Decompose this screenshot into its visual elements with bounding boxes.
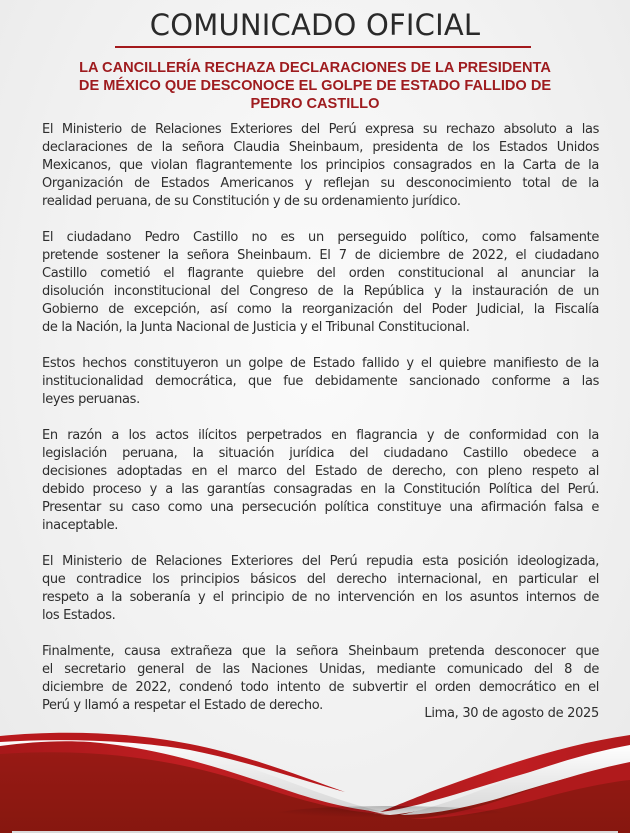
peru-flag-ribbon-decoration	[0, 720, 630, 833]
headline-line: DE MÉXICO QUE DESCONOCE EL GOLPE DE ESTADO FALLIDO DE	[78, 78, 552, 94]
text-line: En razón a los actos ilícitos perpetrados en flagrancia y de conformidad con la	[42, 428, 599, 443]
title-divider	[115, 46, 531, 48]
text-line: realidad peruana, de su Constitución y de su ordenamiento jurídico.	[42, 194, 461, 209]
paragraph-2	[42, 229, 599, 337]
text-line: Gobierno de excepción, así como la reorganización del Poder Judicial, la Fiscalía	[42, 302, 599, 317]
text-line: Estos hechos constituyeron un golpe de Estado fallido y el quiebre manifiesto de la	[42, 356, 599, 371]
text-line: los Estados.	[42, 608, 116, 623]
dateline: Lima, 30 de agosto de 2025	[424, 706, 599, 721]
document-title: COMUNICADO OFICIAL	[149, 8, 481, 42]
paragraph-3	[42, 355, 599, 409]
text-line: declaraciones de la señora Claudia Sheinbaum, presidenta de los Estados Unidos	[42, 140, 599, 155]
paragraph-1	[42, 121, 599, 211]
text-line: El Ministerio de Relaciones Exteriores del Perú expresa su rechazo absoluto a las	[42, 122, 599, 137]
text-line: de la Nación, la Junta Nacional de Justicia y el Tribunal Constitucional.	[42, 320, 470, 335]
text-line: El Ministerio de Relaciones Exteriores del Perú repudia esta posición ideologizada,	[42, 554, 599, 569]
text-line: el secretario general de las Naciones Unidas, mediante comunicado del 8 de	[42, 662, 599, 677]
text-line: Perú y llamó a respetar el Estado de derecho.	[42, 698, 323, 713]
text-line: El ciudadano Pedro Castillo no es un perseguido político, como falsamente	[42, 230, 599, 245]
paragraph-5	[42, 553, 599, 625]
text-line: Mexicanos, que violan flagrantemente los principios consagrados en la Carta de la	[42, 158, 599, 173]
text-line: inaceptable.	[42, 518, 119, 533]
text-line: legislación peruana, la situación jurídica del ciudadano Castillo obedece a	[42, 446, 599, 461]
headline-line: LA CANCILLERÍA RECHAZA DECLARACIONES DE LA PRESIDENTA	[79, 60, 551, 76]
text-line: decisiones adoptadas en el marco del Estado de derecho, con pleno respeto al	[42, 464, 599, 479]
text-line: que contradice los principios básicos del derecho internacional, en particular el	[42, 572, 599, 587]
text-line: debido proceso y a las garantías consagradas en la Constitución Política del Perú.	[42, 482, 599, 497]
text-line: diciembre de 2022, condenó todo intento de subvertir el orden democrático en el	[42, 680, 599, 695]
text-line: Presentar su caso como una persecución política constituye una afirmación falsa e	[42, 500, 599, 515]
text-line: leyes peruanas.	[42, 392, 140, 407]
headline	[60, 59, 570, 113]
text-line: disolución inconstitucional del Congreso de la República y la instauración de un	[42, 284, 599, 299]
text-line: Finalmente, causa extrañeza que la señora Sheinbaum pretenda desconocer que	[42, 644, 599, 659]
text-line: pretende sostener la señora Sheinbaum. El 7 de diciembre de 2022, el ciudadano	[42, 248, 599, 263]
statement-body	[42, 121, 599, 733]
text-line: institucionalidad democrática, que fue debidamente sancionado conforme a las	[42, 374, 599, 389]
text-line: Castillo cometió el flagrante quiebre del orden constitucional al anunciar la	[42, 266, 599, 281]
paragraph-6	[42, 643, 599, 715]
text-line: respeto a la soberanía y el principio de no intervención en los asuntos internos de	[42, 590, 599, 605]
headline-line: PEDRO CASTILLO	[250, 96, 380, 112]
paragraph-4	[42, 427, 599, 535]
text-line: Organización de Estados Americanos y reflejan su desconocimiento total de la	[42, 176, 599, 191]
